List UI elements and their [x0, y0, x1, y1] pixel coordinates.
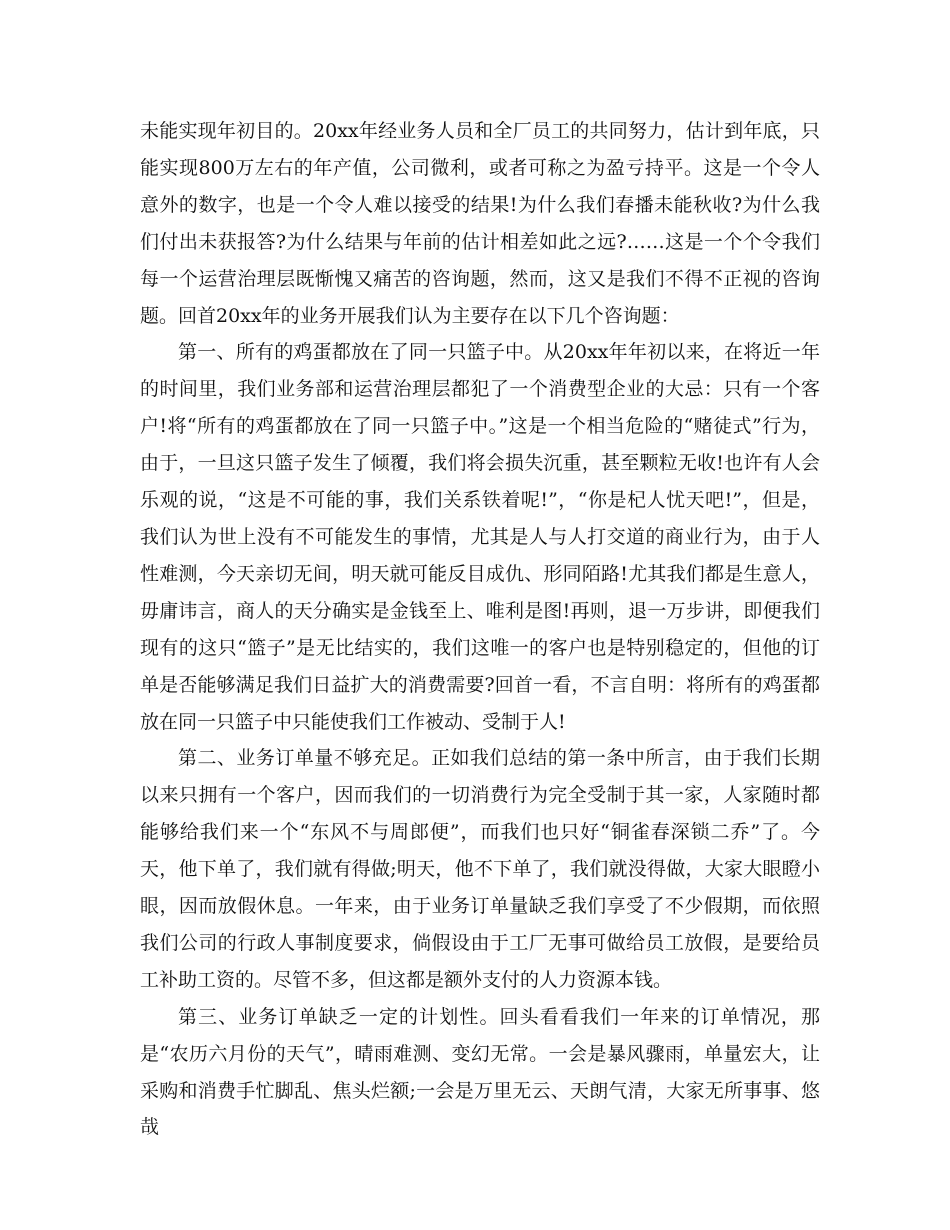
paragraph-point-two: 第二、业务订单量不够充足。正如我们总结的第一条中所言，由于我们长期以来只拥有一个客户，因而我们的一切消费行为完全受制于其一家，人家随时都能够给我们来一个“东风不与周郎便”，而我们也只好“铜雀春深锁二乔”了。今天，他下单了，我们就有得做;明天，他不下单了，我们就没得做，大家大眼瞪小眼，因而放假休息。一年来，由于业务订单量缺乏我们享受了不少假期，而依照我们公司的行政人事制度要求，倘假设由于工厂无事可做给员工放假，是要给员工补助工资的。尽管不多，但这都是额外支付的人力资源本钱。	[140, 747, 820, 991]
paragraph-intro: 未能实现年初目的。20xx年经业务人员和全厂员工的共同努力，估计到年底，只能实现800万左右的年产值，公司微利，或者可称之为盈亏持平。这是一个令人意外的数字，也是一个令人难以接受的结果!为什么我们春播未能秋收?为什么我们付出未获报答?为什么结果与年前的估计相差如此之远?……这是一个个令我们每一个运营治理层既惭愧又痛苦的咨询题，然而，这又是我们不得不正视的咨询题。回首20xx年的业务开展我们认为主要存在以下几个咨询题：	[140, 120, 820, 327]
document-body	[140, 113, 820, 1146]
paragraph-point-one: 第一、所有的鸡蛋都放在了同一只篮子中。从20xx年年初以来，在将近一年的时间里，我们业务部和运营治理层都犯了一个消费型企业的大忌：只有一个客户!将“所有的鸡蛋都放在了同一只篮子中。”这是一个相当危险的“赌徒式”行为，由于，一旦这只篮子发生了倾覆，我们将会损失沉重，甚至颗粒无收!也许有人会乐观的说，“这是不可能的事，我们关系铁着呢!”，“你是杞人忧天吧!”，但是，我们认为世上没有不可能发生的事情，尤其是人与人打交道的商业行为，由于人性难测，今天亲切无间，明天就可能反目成仇、形同陌路!尤其我们都是生意人，毋庸讳言，商人的天分确实是金钱至上、唯利是图!再则，退一万步讲，即便我们现有的这只“篮子”是无比结实的，我们这唯一的客户也是特别稳定的，但他的订单是否能够满足我们日益扩大的消费需要?回首一看，不言自明：将所有的鸡蛋都放在同一只篮子中只能使我们工作被动、受制于人!	[140, 341, 820, 733]
paragraph-point-three: 第三、业务订单缺乏一定的计划性。回头看看我们一年来的订单情况，那是“农历六月份的天气”，晴雨难测、变幻无常。一会是暴风骤雨，单量宏大，让采购和消费手忙脚乱、焦头烂额;一会是万里无云、天朗气清，大家无所事事、悠哉	[140, 1005, 820, 1139]
